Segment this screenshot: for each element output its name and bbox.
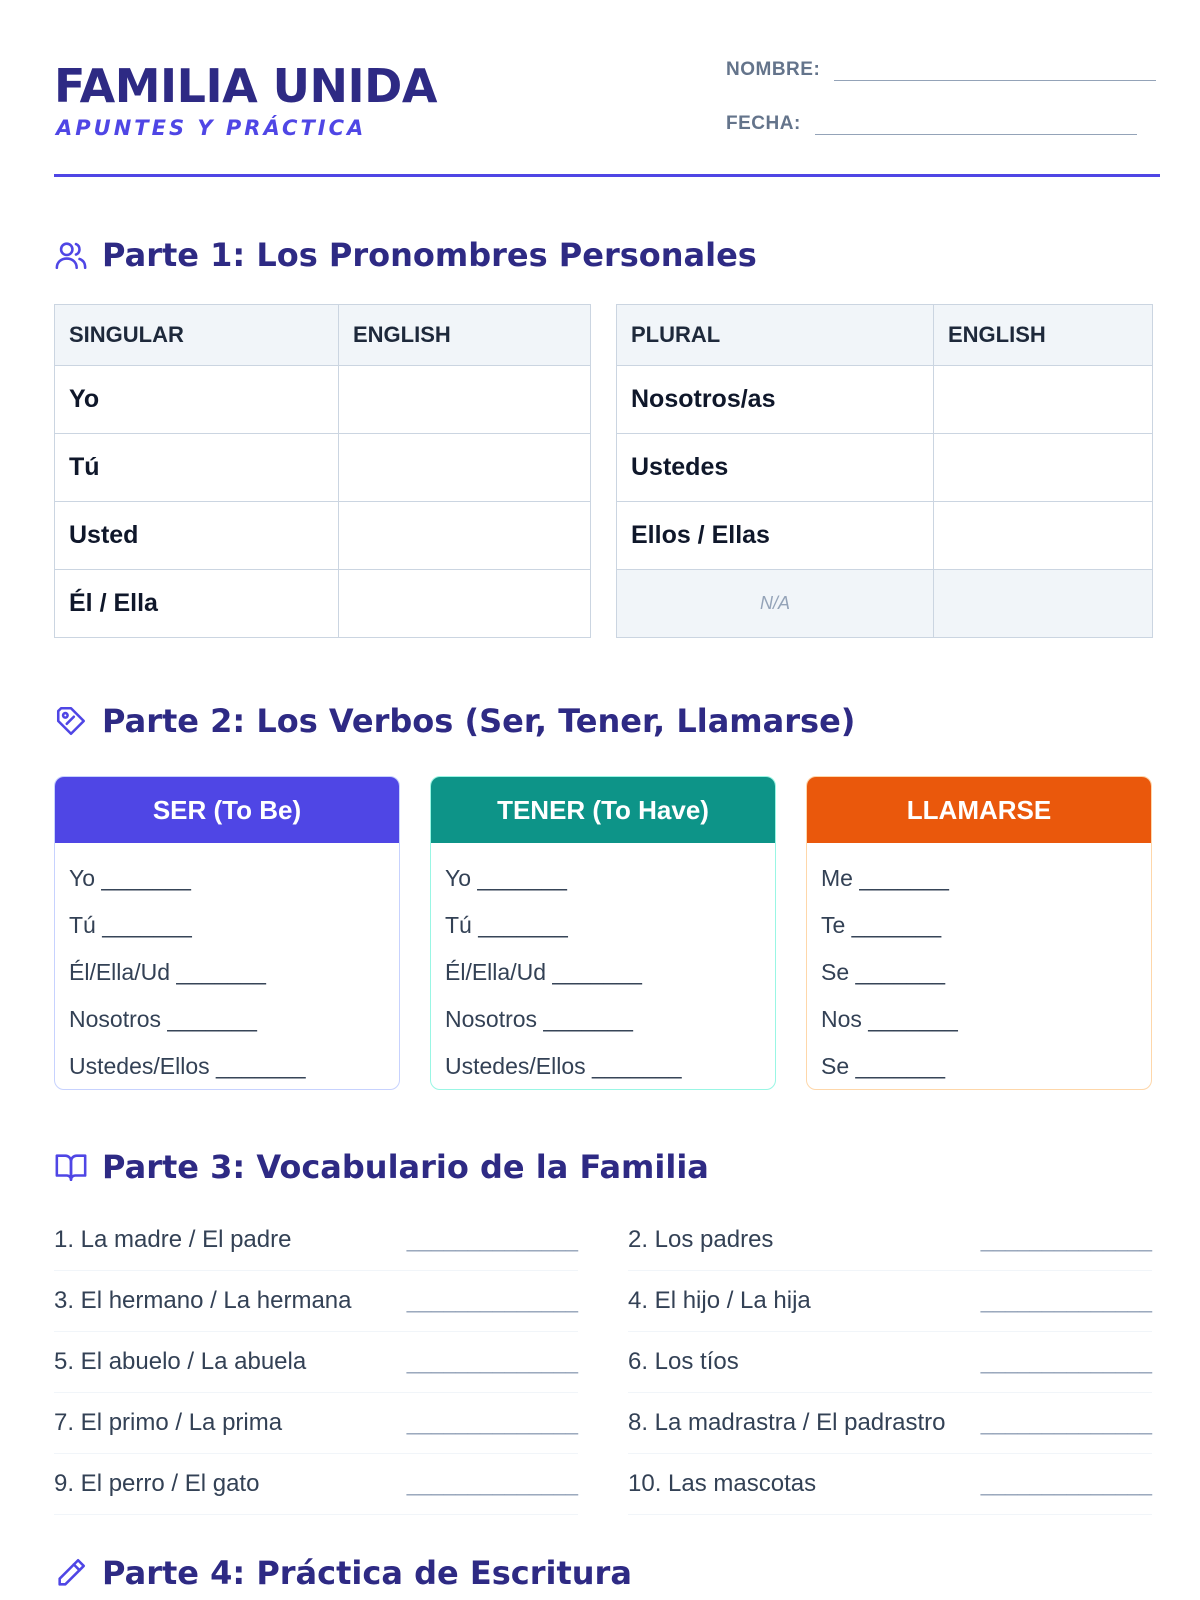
users-icon (54, 238, 88, 272)
name-field (726, 58, 1156, 81)
list-item (54, 1210, 578, 1271)
list-item (54, 1454, 578, 1515)
answer-blank[interactable]: ______________ (980, 1349, 1152, 1374)
page-subtitle: APUNTES Y PRÁCTICA (56, 116, 367, 140)
answer-blank[interactable]: ______________ (980, 1227, 1152, 1252)
part1-title-text: Parte 1: Los Pronombres Personales (102, 236, 757, 274)
answer-blank[interactable]: ______________ (406, 1349, 578, 1374)
english-answer-cell[interactable] (339, 502, 591, 570)
tag-icon (54, 704, 88, 738)
name-label: NOMBRE: (726, 59, 821, 80)
list-item (628, 1271, 1152, 1332)
conjugation-line[interactable]: Me _______ (821, 865, 949, 891)
pencil-icon (54, 1556, 88, 1590)
vocab-term: 3. El hermano / La hermana (54, 1287, 352, 1314)
english-answer-cell[interactable] (934, 502, 1153, 570)
column-header: PLURAL (617, 305, 934, 366)
part2-title-text: Parte 2: Los Verbos (Ser, Tener, Llamarse) (102, 702, 856, 740)
conjugation-line[interactable]: Ustedes/Ellos _______ (69, 1053, 306, 1079)
verb-card-title: TENER (To Have) (431, 777, 775, 843)
pronoun-cell: Tú (55, 434, 339, 502)
column-header: ENGLISH (934, 305, 1153, 366)
pronoun-cell: Yo (55, 366, 339, 434)
conjugation-line[interactable]: Se _______ (821, 1053, 946, 1079)
verb-card-title: LLAMARSE (807, 777, 1151, 843)
part4-title (54, 1554, 632, 1592)
conjugation-line[interactable]: Yo _______ (445, 865, 567, 891)
list-item (54, 1393, 578, 1454)
header-divider (54, 174, 1160, 177)
conjugation-line[interactable]: Se _______ (821, 959, 946, 985)
list-item (628, 1210, 1152, 1271)
conjugation-line[interactable]: Tú _______ (69, 912, 192, 938)
conjugation-line[interactable]: Nosotros _______ (69, 1006, 257, 1032)
part2-title (54, 702, 855, 740)
date-label: FECHA: (726, 113, 801, 134)
plural-pronoun-table (616, 304, 1153, 638)
not-applicable-blank (934, 570, 1153, 638)
vocab-term: 7. El primo / La prima (54, 1409, 283, 1436)
english-answer-cell[interactable] (339, 366, 591, 434)
answer-blank[interactable]: ______________ (406, 1288, 578, 1313)
verb-card-title: SER (To Be) (55, 777, 399, 843)
not-applicable-cell: N/A (617, 570, 934, 638)
answer-blank[interactable]: ______________ (406, 1471, 578, 1496)
column-header: SINGULAR (55, 305, 339, 366)
list-item (628, 1332, 1152, 1393)
column-header: ENGLISH (339, 305, 591, 366)
name-input-line[interactable] (834, 58, 1156, 81)
header (54, 54, 1160, 178)
pronoun-cell: Él / Ella (55, 570, 339, 638)
conjugation-line[interactable]: Él/Ella/Ud _______ (69, 959, 266, 985)
answer-blank[interactable]: ______________ (980, 1471, 1152, 1496)
conjugation-line[interactable]: Él/Ella/Ud _______ (445, 959, 642, 985)
conjugation-line[interactable]: Tú _______ (445, 912, 568, 938)
part1-title (54, 236, 757, 274)
book-icon (54, 1150, 88, 1184)
english-answer-cell[interactable] (339, 434, 591, 502)
english-answer-cell[interactable] (934, 366, 1153, 434)
pronoun-cell: Ellos / Ellas (617, 502, 934, 570)
part4-title-text: Parte 4: Práctica de Escritura (102, 1554, 632, 1592)
vocab-term: 2. Los padres (628, 1226, 774, 1253)
part3-title-text: Parte 3: Vocabulario de la Familia (102, 1148, 709, 1186)
english-answer-cell[interactable] (934, 434, 1153, 502)
list-item (628, 1393, 1152, 1454)
list-item (54, 1271, 578, 1332)
vocab-term: 1. La madre / El padre (54, 1226, 292, 1253)
vocab-term: 6. Los tíos (628, 1348, 739, 1375)
vocab-list-left (54, 1210, 578, 1515)
part3-title (54, 1148, 709, 1186)
verb-card-tener (430, 776, 776, 1090)
vocab-term: 10. Las mascotas (628, 1470, 817, 1497)
singular-pronoun-table (54, 304, 591, 638)
conjugation-line[interactable]: Nosotros _______ (445, 1006, 633, 1032)
conjugation-line[interactable]: Yo _______ (69, 865, 191, 891)
answer-blank[interactable]: ______________ (406, 1410, 578, 1435)
conjugation-line[interactable]: Te _______ (821, 912, 942, 938)
answer-blank[interactable]: ______________ (406, 1227, 578, 1252)
vocab-term: 4. El hijo / La hija (628, 1287, 811, 1314)
list-item (54, 1332, 578, 1393)
conjugation-line[interactable]: Ustedes/Ellos _______ (445, 1053, 682, 1079)
english-answer-cell[interactable] (339, 570, 591, 638)
vocab-list-right (628, 1210, 1152, 1515)
list-item (628, 1454, 1152, 1515)
date-field (726, 112, 1137, 135)
conjugation-line[interactable]: Nos _______ (821, 1006, 958, 1032)
date-input-line[interactable] (815, 112, 1137, 135)
pronoun-cell: Ustedes (617, 434, 934, 502)
page-title: FAMILIA UNIDA (54, 59, 437, 113)
answer-blank[interactable]: ______________ (980, 1410, 1152, 1435)
vocab-term: 8. La madrastra / El padrastro (628, 1409, 946, 1436)
verb-card-llamarse (806, 776, 1152, 1090)
vocab-term: 9. El perro / El gato (54, 1470, 260, 1497)
verb-card-ser (54, 776, 400, 1090)
pronoun-cell: Nosotros/as (617, 366, 934, 434)
answer-blank[interactable]: ______________ (980, 1288, 1152, 1313)
pronoun-cell: Usted (55, 502, 339, 570)
vocab-term: 5. El abuelo / La abuela (54, 1348, 307, 1375)
